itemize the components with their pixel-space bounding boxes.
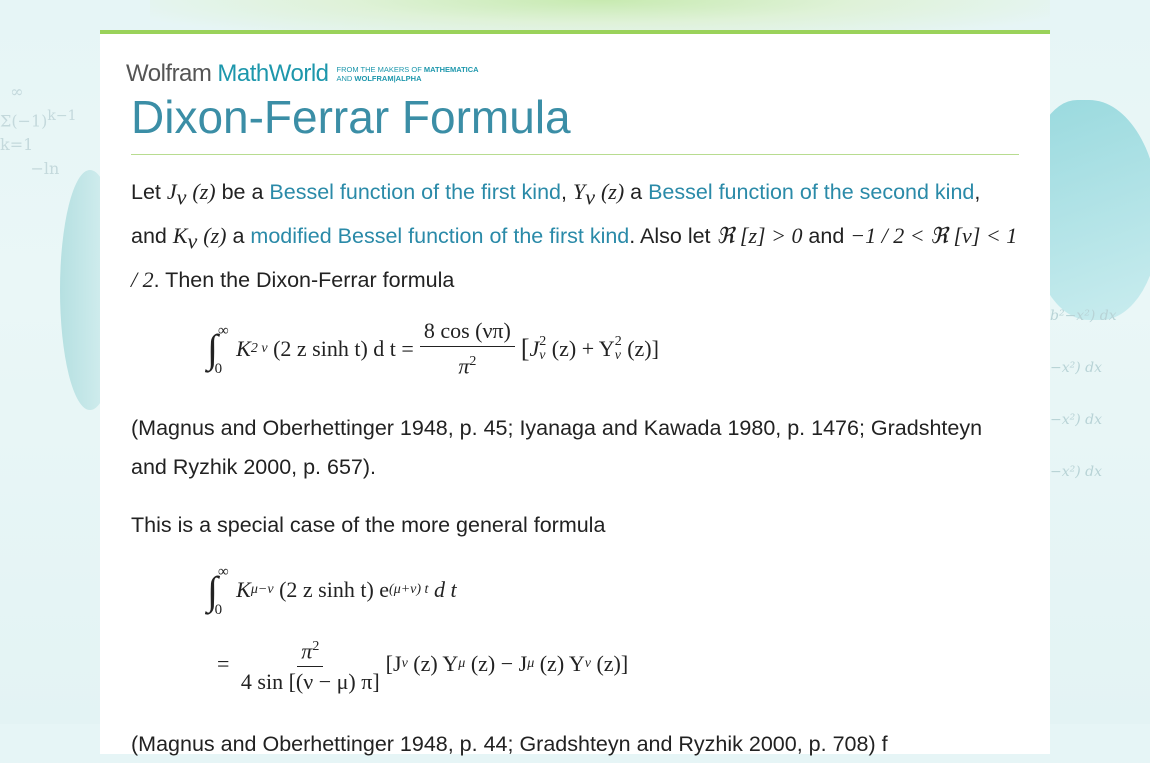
reference-paragraph-2: (Magnus and Oberhettinger 1948, p. 44; Gradshteyn and Ryzhik 2000, p. 708) f	[131, 731, 888, 756]
link-modified-bessel-first-kind[interactable]: modified Bessel function of the first kind	[250, 223, 630, 248]
article-card	[100, 30, 1050, 754]
logo-mathworld: MathWorld	[217, 60, 329, 87]
equation-dixon-ferrar: ∫ ∞ 0 K 2 ν (2 z sinh t) d t = $\frac{8 \cos (\nu\pi)}{\pi^2}$ [ J 2 ν (z) + Y 2 ν (z)]	[207, 318, 659, 379]
reference-paragraph-1: (Magnus and Oberhettinger 1948, p. 45; Iyanaga and Kawada 1980, p. 1476; Gradshteyn and Ryzhik 2000, p. 657).	[131, 416, 983, 479]
intro-paragraph: Let $J_\nu$ (z) be a Bessel function of the first kind, $Y_\nu$ (z) a Bessel function of the second kind, and $K_\nu$ (z) a modified Bessel function of the first kind. Also let ℜ [z] > 0 and −1 / 2 < ℜ [ν] < 1 / 2. Then the Dixon-Ferrar formula	[131, 179, 1018, 292]
logo-wolfram: Wolfram	[126, 60, 212, 87]
background-decoration-left: ∞ $\Sigma(-1)^{k-1}$ k=1 −ln	[0, 82, 77, 179]
special-case-paragraph: This is a special case of the more general formula	[131, 513, 606, 538]
title-divider	[131, 154, 1019, 155]
equation-general-line1: ∫ ∞ 0 K μ−ν (2 z sinh t) e (μ+ν) t d t	[207, 564, 457, 619]
mathworld-logo[interactable]	[126, 60, 479, 88]
link-bessel-second-kind[interactable]: Bessel function of the second kind	[648, 180, 975, 204]
article-body	[131, 173, 1021, 763]
link-bessel-first-kind[interactable]: Bessel function of the first kind	[269, 180, 561, 204]
background-decoration-right: b²−x²) dx −x²) dx −x²) dx −x²) dx	[1050, 308, 1117, 480]
logo-tagline: FROM THE MAKERS OF MATHEMATICA AND WOLFRAM|ALPHA	[336, 65, 479, 83]
page-title: Dixon-Ferrar Formula	[131, 91, 571, 143]
equation-general-line2: = $\frac{\pi^2}{4 \sin [(\nu - \mu) \pi]}$ [J ν (z) Y μ (z) − J μ (z) Y ν (z)]	[217, 627, 1021, 703]
